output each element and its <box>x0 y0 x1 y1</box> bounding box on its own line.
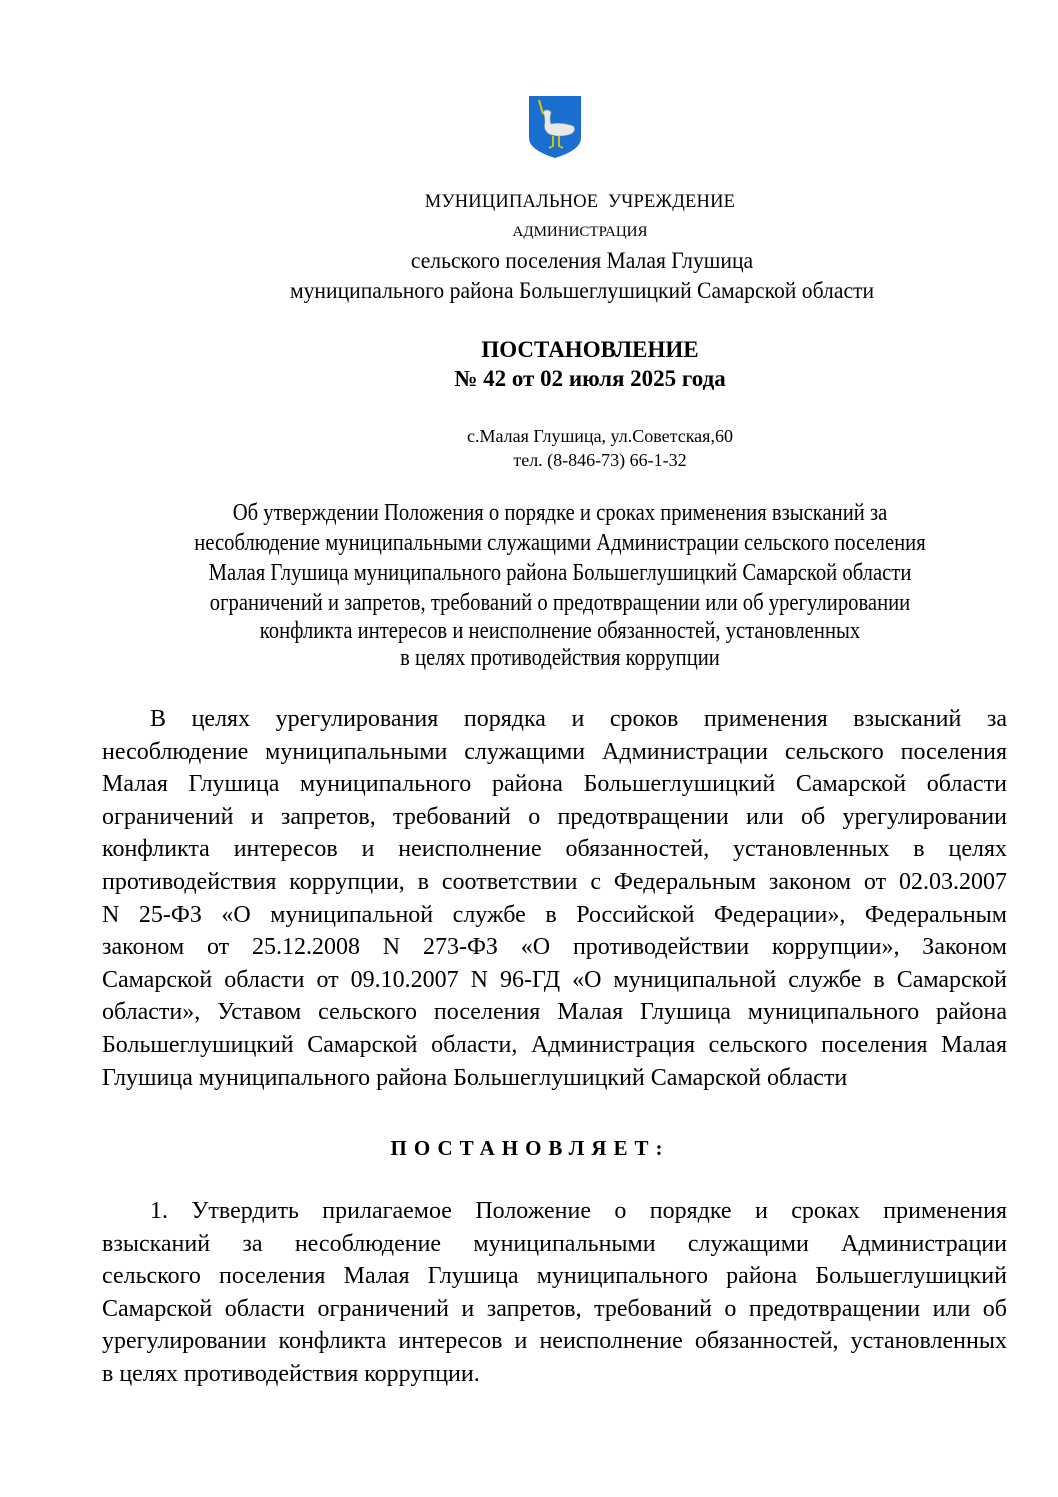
org-line-2: АДМИНИСТРАЦИЯ <box>512 224 648 240</box>
decree-number: № 42 от 02 июля 2025 года <box>454 366 726 391</box>
resolves-heading: ПОСТАНОВЛЯЕТ: <box>390 1136 670 1160</box>
paragraph-line: в целях противодействия коррупции. <box>102 1362 480 1387</box>
paragraph-line: ограничений и запретов, требований о предотвращении или об урегулировании <box>102 804 1007 830</box>
paragraph-line: урегулировании конфликта интересов и неисполнение обязанностей, установленных <box>102 1329 1007 1355</box>
subject-line: конфликта интересов и неисполнение обязанностей, установленных <box>259 618 861 644</box>
paragraph-line: области», Уставом сельского поселения Малая Глушица муниципального района <box>102 1000 1007 1026</box>
paragraph-line: В целях урегулирования порядка и сроков применения взысканий за <box>150 707 1007 732</box>
subject-line: в целях противодействия коррупции <box>400 645 720 671</box>
paragraph-line: противодействия коррупции, в соответствии с Федеральным законом от 02.03.2007 <box>102 870 1007 895</box>
paragraph-line: Глушица муниципального района Большеглушицкий Самарской области <box>102 1065 848 1091</box>
paragraph-line: взысканий за несоблюдение муниципальными служащими Администрации <box>102 1231 1007 1257</box>
paragraph-line: Самарской области ограничений и запретов, требований о предотвращении или об <box>102 1296 1007 1322</box>
paragraph-line: законом от 25.12.2008 N 273-ФЗ «О противодействии коррупции», Законом <box>102 935 1007 961</box>
decree-title: ПОСТАНОВЛЕНИЕ <box>481 337 699 362</box>
paragraph-line: конфликта интересов и неисполнение обязанностей, установленных в целях <box>102 837 1007 863</box>
subject-line: Малая Глушица муниципального района Большеглушицкий Самарской области <box>208 560 912 586</box>
phone: тел. (8-846-73) 66-1-32 <box>513 450 687 470</box>
subject-line: несоблюдение муниципальными служащими Администрации сельского поселения <box>194 530 926 556</box>
paragraph-line: сельского поселения Малая Глушица муниципального района Большеглушицкий <box>102 1264 1007 1290</box>
paragraph-line: несоблюдение муниципальными служащими Администрации сельского поселения <box>102 739 1007 765</box>
coat-of-arms-emblem <box>527 94 583 160</box>
org-line-1: МУНИЦИПАЛЬНОЕ УЧРЕЖДЕНИЕ <box>424 192 736 212</box>
paragraph-line: N 25-ФЗ «О муниципальной службе в Российской Федерации», Федеральным <box>102 902 1007 928</box>
paragraph-line: 1. Утвердить прилагаемое Положение о порядке и сроках применения <box>150 1199 1007 1224</box>
subject-line: Об утверждении Положения о порядке и сроках применения взысканий за <box>232 500 888 526</box>
paragraph-line: Самарской области от 09.10.2007 N 96-ГД «О муниципальной службе в Самарской <box>102 967 1007 993</box>
paragraph-line: Большеглушицкий Самарской области, Администрация сельского поселения Малая <box>102 1033 1007 1058</box>
address: с.Малая Глушица, ул.Советская,60 <box>467 426 733 446</box>
paragraph-line: Малая Глушица муниципального района Большеглушицкий Самарской области <box>102 772 1007 798</box>
org-line-3: сельского поселения Малая Глушица <box>410 248 754 274</box>
subject-line: ограничений и запретов, требований о предотвращении или об урегулировании <box>209 590 911 616</box>
org-line-4: муниципального района Большеглушицкий Самарской области <box>289 278 875 304</box>
